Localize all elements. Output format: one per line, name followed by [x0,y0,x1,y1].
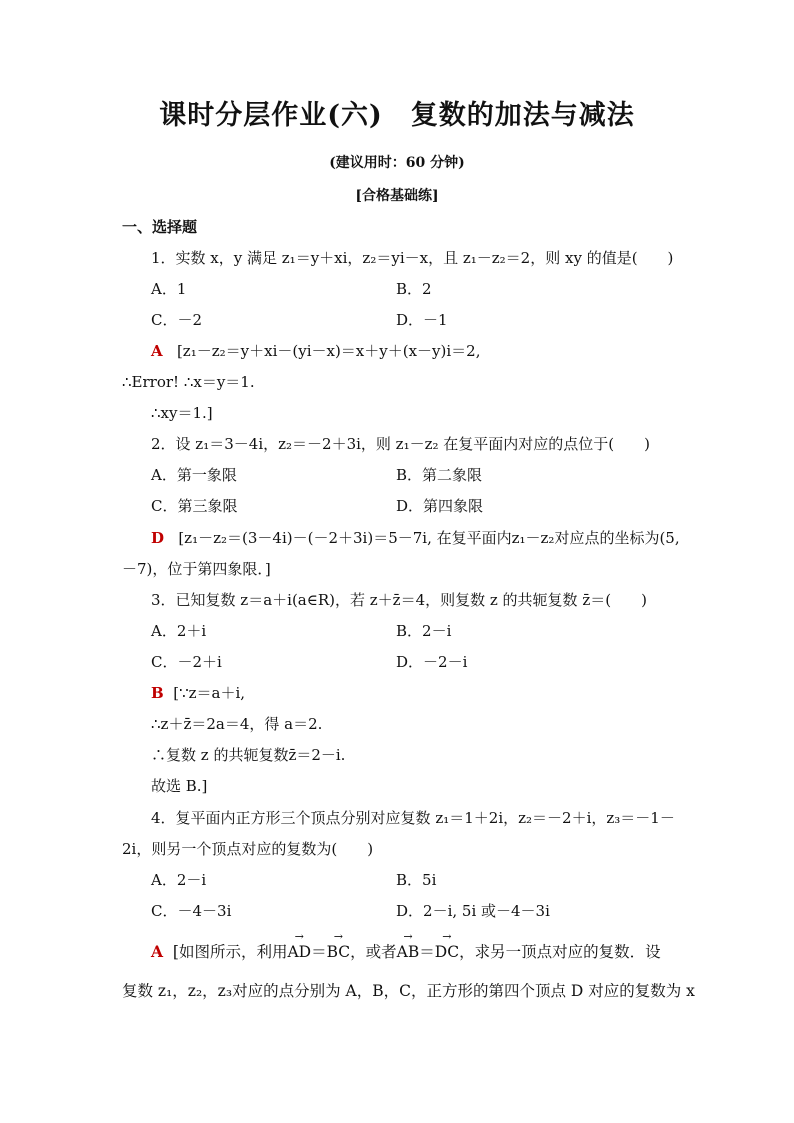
q1-solution-line2: ∴Error! ∴x＝y＝1. [122,373,255,391]
q4-option-b: B．5i [396,871,437,889]
q2-option-a: A．第一象限 [151,466,237,484]
part-heading: 一、选择题 [122,218,198,236]
q1-answer: A [151,342,163,360]
vector-ab: → AB [397,942,420,962]
q3-solution-text: [∵z＝a＋i, [173,684,246,702]
q1-option-c: C．－2 [151,311,203,329]
time-hint: (建议用时：60 分钟) [329,155,465,171]
q1-solution-line3: ∴xy＝1.] [151,404,213,422]
q2-solution-line2: －7)，位于第四象限．] [122,560,271,578]
equals-sign-2: ＝ [419,943,435,961]
q2-solution-text: [z₁－z₂＝(3－4i)－(－2＋3i)＝5－7i, 在复平面内z₁－z₂对应点的坐标为(5, [178,529,680,547]
q2-option-b: B．第二象限 [396,466,483,484]
q4-solution-line1 [151,942,661,962]
q2-option-c: C．第三象限 [151,497,238,515]
page-title: 课时分层作业(六) 复数的加法与减法 [159,100,635,131]
q3-solution-line4: 故选 B.] [151,777,208,795]
q3-solution-line3: ∴复数 z 的共轭复数z̄＝2－i. [151,746,346,764]
q4-solution-text-b: ，或者 [350,943,397,961]
q4-stem-line2: 2i，则另一个顶点对应的复数为( ) [122,840,374,858]
q1-solution-line1 [151,341,481,361]
vector-bc: → BC [327,942,351,962]
q1-stem: 1．实数 x，y 满足 z₁＝y＋xi，z₂＝yi－x，且 z₁－z₂＝2，则 xy 的值是( ) [151,249,674,267]
q3-option-b: B．2－i [396,622,452,640]
q3-solution-line2: ∴z＋z̄＝2a＝4，得 a＝2. [151,715,323,733]
q4-solution-line2: 复数 z₁，z₂，z₃对应的点分别为 A，B，C，正方形的第四个顶点 D 对应的复数为 x [122,982,695,1000]
vector-dc: → DC [435,942,459,962]
equals-sign: ＝ [311,943,327,961]
q3-answer: B [151,684,164,702]
vector-ad: → AD [287,942,311,962]
q4-stem-line1: 4．复平面内正方形三个顶点分别对应复数 z₁＝1＋2i，z₂＝－2＋i，z₃＝－1－ [151,809,675,827]
q1-option-a: A．1 [151,280,187,298]
q4-option-d: D．2－i, 5i 或－4－3i [396,902,550,920]
q4-answer: A [151,942,164,961]
q2-answer: D [151,529,165,547]
q1-solution-text: [z₁－z₂＝y＋xi－(yi－x)＝x＋y＋(x－y)i＝2, [176,342,481,360]
q3-solution-line1 [151,683,245,703]
q4-option-c: C．－4－3i [151,902,232,920]
q2-stem: 2．设 z₁＝3－4i，z₂＝－2＋3i，则 z₁－z₂ 在复平面内对应的点位于( ) [151,435,650,453]
q4-solution-text-c: ，求另一顶点对应的复数．设 [459,943,661,961]
q3-option-c: C．－2＋i [151,653,222,671]
q3-option-a: A．2＋i [151,622,207,640]
q4-solution-text-a: [如图所示，利用 [172,943,288,961]
q2-solution-line1 [151,528,680,548]
q1-option-b: B．2 [396,280,432,298]
q1-option-d: D．－1 [396,311,448,329]
q3-option-d: D．－2－i [396,653,468,671]
section-heading: [合格基础练] [355,188,439,204]
q4-option-a: A．2－i [151,871,207,889]
q2-option-d: D．第四象限 [396,497,484,515]
q3-stem: 3．已知复数 z＝a＋i(a∈R)，若 z＋z̄＝4，则复数 z 的共轭复数 z̄＝( ) [151,591,647,609]
